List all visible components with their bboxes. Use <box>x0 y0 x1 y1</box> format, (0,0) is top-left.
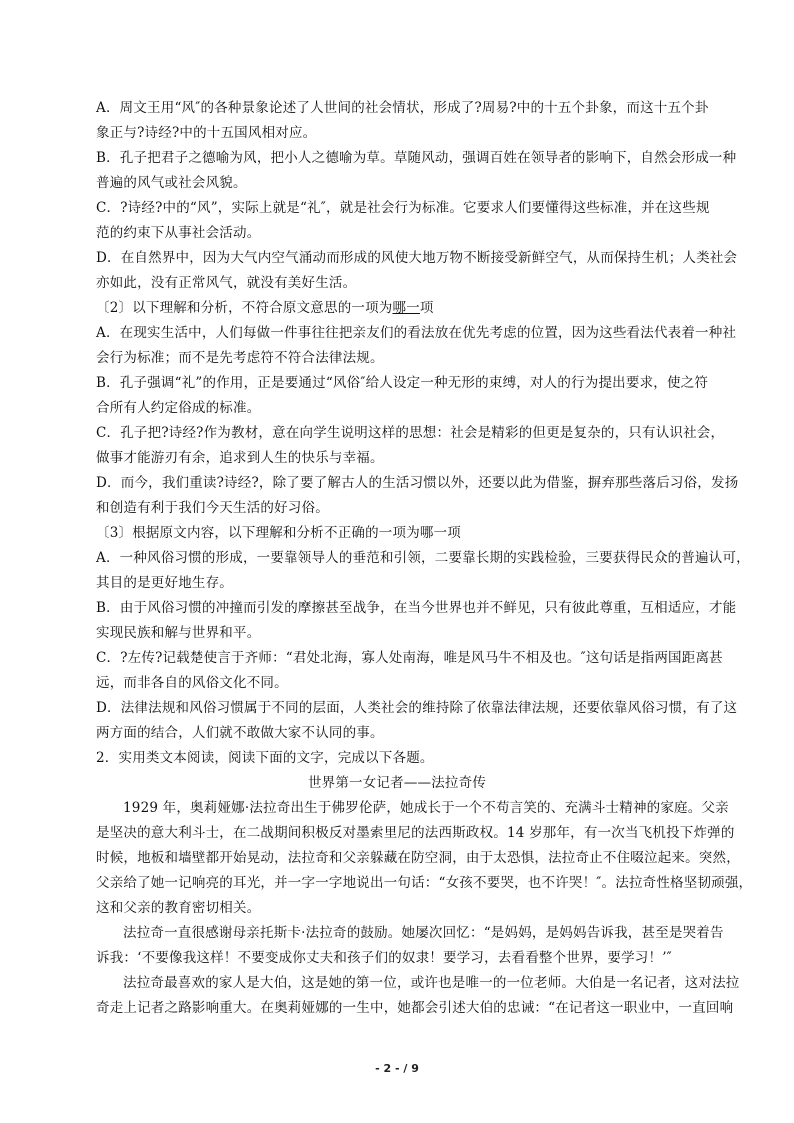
underlined-text: 哪一 <box>392 300 420 316</box>
text-line: D．在自然界中，因为大气内空气涌动而形成的风使大地万物不断接受新鲜空气，从而保持生机；人类社会 <box>96 250 738 266</box>
text-line: C．?诗经?中的“风”，实际上就是“礼″，就是社会行为标准。它要求人们要懂得这些标准，并在这些规 <box>96 200 710 216</box>
text-line: 普遍的风气或社会风貌。 <box>96 175 247 191</box>
text-line: 法拉奇最喜欢的家人是大伯，这是她的第一位，或许也是唯一的一位老师。大伯是一名记者，这对法拉 <box>123 975 740 991</box>
text-line: 做事才能游刃有余，追求到人生的快乐与幸福。 <box>96 450 384 466</box>
text-line: 〔2〕以下理解和分析，不符合原文意思的一项为哪一项 <box>96 300 434 316</box>
text-line: C．孔子把?诗经?作为教材，意在向学生说明这样的思想：社会是精彩的但更是复杂的，只有认识社会， <box>96 425 725 441</box>
text-line: 时候，地板和墙壁都开始晃动，法拉奇和父亲躲藏在防空洞，由于太恐惧，法拉奇止不住啜泣起来。突然， <box>96 850 740 866</box>
text-line: B．孔子把君子之德喻为风，把小人之德喻为草。草随风动，强调百姓在领导者的影响下，自然会形成一种 <box>96 150 737 166</box>
text-line: A．在现实生活中，人们每做一件事往往把亲友们的看法放在优先考虑的位置，因为这些看法代表着一种社 <box>96 325 737 341</box>
text-line: 和创造有利于我们今天生活的好习俗。 <box>96 500 329 516</box>
text-line: 是坚决的意大利斗士，在二战期间积极反对墨索里尼的法西斯政权。14 岁那年，有一次当飞机投下炸弹的 <box>96 825 735 841</box>
text-line: C．?左传?记载楚使言于齐师：“君处北海，寡人处南海，唯是风马牛不相及也。″这句话是指两国距离甚 <box>96 650 723 666</box>
text-line: 合所有人约定俗成的标准。 <box>96 400 261 416</box>
text-line: 奇走上记者之路影响重大。在奥莉娅娜的一生中，她都会引述大伯的忠诫：“在记者这一职业中，一直回响 <box>96 1000 734 1016</box>
text-line: 1929 年，奥莉娅娜·法拉奇出生于佛罗伦萨，她成长于一个不苟言笑的、充满斗士精神的家庭。父亲 <box>123 800 729 816</box>
text-line: 法拉奇一直很感谢母亲托斯卡·法拉奇的鼓励。她屡次回忆：“是妈妈，是妈妈告诉我，甚至是哭着告 <box>123 925 724 941</box>
text-line: 父亲给了她一记响亮的耳光，并一字一字地说出一句话：“女孩不要哭，也不许哭！″。法拉奇性格坚韧顽强， <box>96 875 753 891</box>
text-line: A．周文王用“风″的各种景象论述了人世间的社会情状，形成了?周易?中的十五个卦象，而这十五个卦 <box>96 100 709 116</box>
article-title: 世界第一女记者——法拉奇传 <box>307 775 487 791</box>
text-line: A．一种风俗习惯的形成，一要靠领导人的垂范和引领，二要靠长期的实践检验，三要获得民众的普遍认可， <box>96 550 750 566</box>
text-line: 〔3〕根据原文内容，以下理解和分析不正确的一项为哪一项 <box>96 525 461 541</box>
text-line: 这和父亲的教育密切相关。 <box>96 900 261 916</box>
document-body <box>96 96 753 1021</box>
text-line: 亦如此，没有正常风气，就没有美好生活。 <box>96 275 357 291</box>
text-line: 2．实用类文本阅读，阅读下面的文字，完成以下各题。 <box>96 750 434 766</box>
text-line: D．而今，我们重读?诗经?，除了要了解古人的生活习惯以外，还要以此为借鉴，摒弃那些落后习俗，发扬 <box>96 475 739 491</box>
page-number: - 2 - / 9 <box>375 1062 419 1075</box>
text-line: 其目的是更好地生存。 <box>96 575 233 591</box>
text-line: 两方面的结合，人们就不敢做大家不认同的事。 <box>96 725 384 741</box>
text-line: 实现民族和解与世界和平。 <box>96 625 261 641</box>
text-line: 会行为标准；而不是先考虑符不符合法律法规。 <box>96 350 384 366</box>
text-line: 范的约束下从事社会活动。 <box>96 225 261 241</box>
text-line: B．孔子强调“礼”的作用，正是要通过“风俗″给人设定一种无形的束缚，对人的行为提出要求，使之符 <box>96 375 709 391</box>
text-line: 诉我：‘不要像我这样！不要变成你丈夫和孩子们的奴隶！要学习，去看看整个世界，要学习！’″ <box>96 950 672 966</box>
text-line: 象正与?诗经?中的十五国风相对应。 <box>96 125 317 141</box>
text-line: B．由于风俗习惯的冲撞而引发的摩擦甚至战争，在当今世界也并不鲜见，只有彼此尊重，互相适应，才能 <box>96 600 737 616</box>
text-line: D．法律法规和风俗习惯属于不同的层面，人类社会的维持除了依靠法律法规，还要依靠风俗习惯，有了这 <box>96 700 738 716</box>
text-line: 远，而非各自的风俗文化不同。 <box>96 675 288 691</box>
